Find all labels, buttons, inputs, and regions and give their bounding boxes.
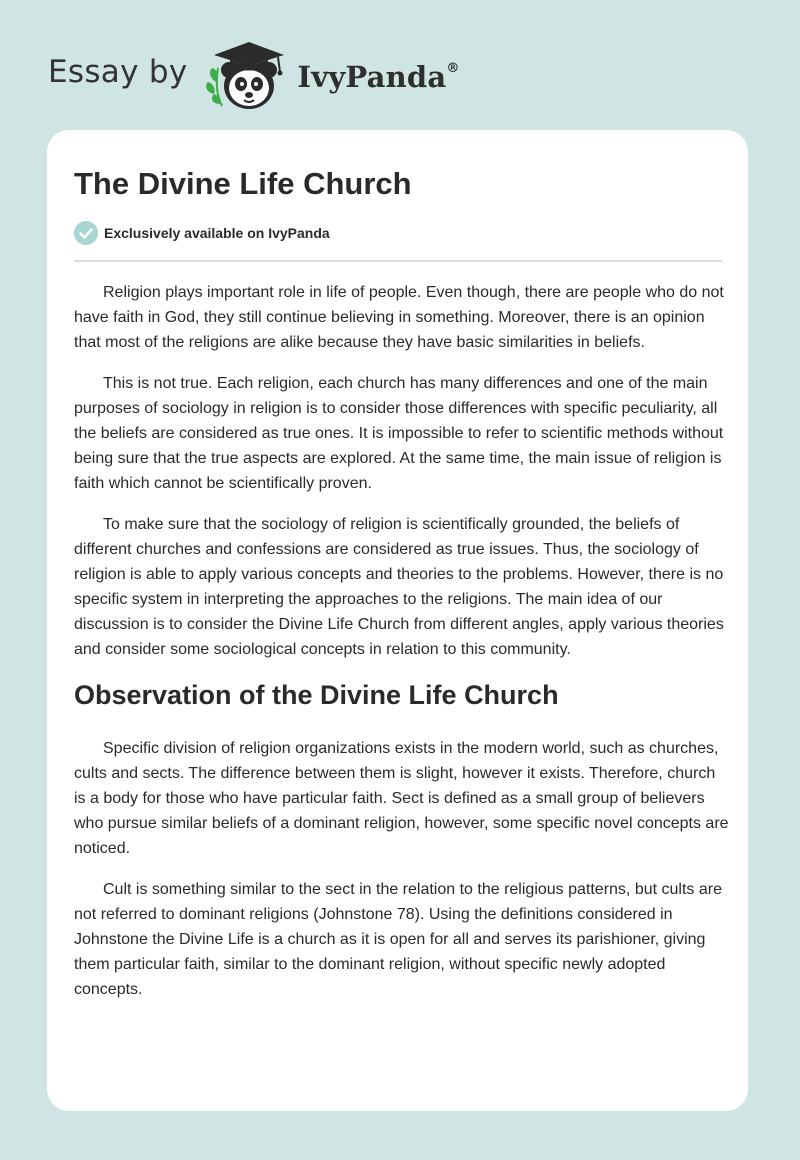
paragraph: Religion plays important role in life of people. Even though, there are people who do not have faith in God, they still continue believing in something. Moreover, there is an opinion that most of the religions are alike because they have basic similarities in beliefs.: [74, 284, 724, 351]
paragraph: To make sure that the sociology of religion is scientifically grounded, the beliefs of different churches and confessions are considered as true issues. Thus, the sociology of religion is able to apply various concepts and theories to the problems. However, there is no specific system in interpreting the approaches to the religions. The main idea of our discussion is to consider the Divine Life Church from different angles, apply various theories and consider some sociological concepts in relation to this community.: [74, 516, 724, 658]
brand-name-text: IvyPanda: [297, 60, 447, 94]
exclusive-badge-label: Exclusively available on IvyPanda: [104, 225, 330, 241]
article-body: [74, 280, 729, 1018]
trademark-symbol: ®: [446, 61, 460, 77]
page-title: The Divine Life Church: [74, 166, 412, 201]
paragraph: This is not true. Each religion, each church has many differences and one of the main purposes of sociology in religion is to consider those differences with specific peculiarity, all the beliefs are considered as true ones. It is impossible to refer to scientific methods without being sure that the true aspects are explored. At the same time, the main issue of religion is faith which cannot be scientifically proven.: [74, 375, 724, 492]
brand-header[interactable]: [48, 36, 460, 116]
exclusive-badge: [74, 221, 330, 245]
check-circle-icon: [74, 221, 98, 245]
title-divider: [74, 260, 722, 262]
paragraph: Cult is something similar to the sect in the relation to the religious patterns, but cults are not referred to dominant religions (Johnstone 78). Using the definitions considered in Johnstone the Divine Life is a church as it is open for all and serves its parishioner, giving them particular faith, similar to the dominant religion, without specific newly adopted concepts.: [74, 881, 722, 998]
article-card: [47, 130, 748, 1111]
paragraph: Specific division of religion organizations exists in the modern world, such as churches, cults and sects. The difference between them is slight, however it exists. Therefore, church is a body for those who have particular faith. Sect is defined as a small group of believers who pursue similar beliefs of a dominant religion, however, some specific novel concepts are noticed.: [74, 740, 729, 857]
ivypanda-logo-icon: [202, 38, 294, 114]
brand-name: [298, 60, 460, 94]
brand-prefix: Essay by: [48, 54, 188, 90]
section-heading: Observation of the Divine Life Church: [74, 680, 559, 710]
